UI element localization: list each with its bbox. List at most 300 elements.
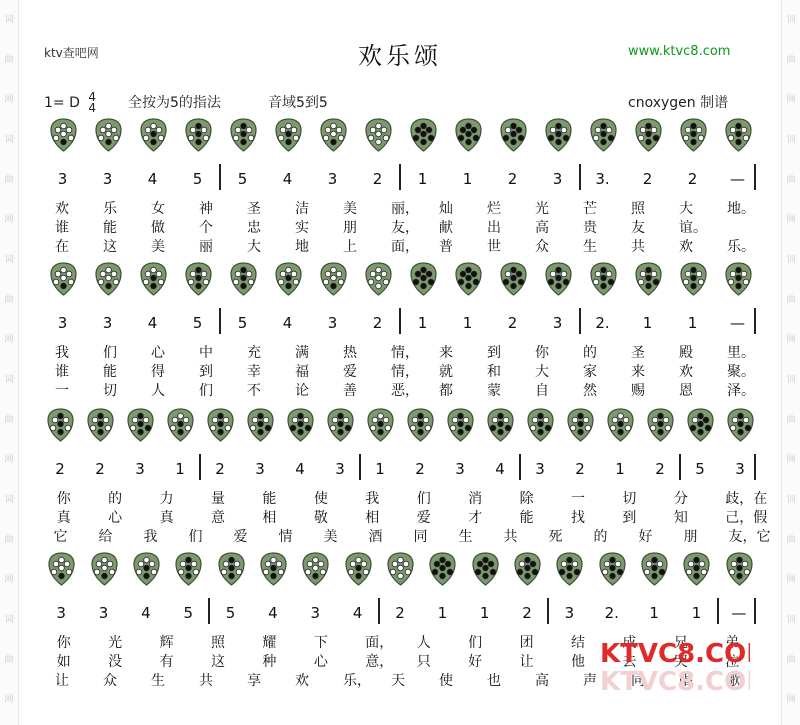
lyric-char: 心	[313, 654, 328, 670]
lyric-char: 个	[199, 220, 213, 236]
lyric-char: 生	[583, 239, 597, 255]
ocarina-fingering-icon	[365, 262, 392, 296]
time-bottom: 4	[88, 101, 96, 115]
ocarina-fingering-icon	[455, 118, 482, 152]
lyric-char: 满	[295, 345, 309, 361]
ocarina-fingering-icon	[185, 262, 212, 296]
range-high: 5	[318, 95, 328, 111]
bar-line	[399, 164, 401, 190]
ocarina-fingering-icon	[127, 408, 154, 442]
lyric-char: 得	[151, 364, 165, 380]
note-number: 3	[552, 314, 563, 332]
ocarina-fingering-icon	[447, 408, 474, 442]
lyric-char: 同	[631, 673, 645, 689]
lyric-char: 情，	[391, 345, 419, 361]
ocarina-fingering-icon	[635, 118, 662, 152]
lyric-char: 的	[583, 345, 597, 361]
lyric-char: 乐，	[343, 673, 371, 689]
ocarina-fingering-icon	[647, 408, 674, 442]
lyric-char: 它	[53, 529, 68, 545]
key-label: 1= D	[44, 95, 80, 111]
lyric-char: 耀	[262, 635, 277, 651]
ocarina-fingering-icon	[635, 262, 662, 296]
lyric-char: 聚。	[727, 364, 755, 380]
arranger: cnoxygen 制谱	[628, 95, 729, 111]
lyric-char: 丽	[199, 239, 213, 255]
lyric-char: 大	[679, 201, 693, 217]
lyric-char: 圣	[247, 201, 261, 217]
lyric-char: 爱	[233, 529, 248, 545]
lyric-char: 爱	[416, 510, 431, 526]
lyric-char: 能	[519, 510, 534, 526]
lyric-char: 众	[103, 673, 117, 689]
note-number: 2	[415, 460, 425, 478]
lyric-char: 洁	[295, 201, 309, 217]
lyric-char: 蒙	[487, 383, 501, 399]
note-number: 2.	[604, 604, 619, 622]
lyric-char: 自	[535, 383, 549, 399]
lyric-char: 也	[487, 673, 501, 689]
note-number: 5	[192, 314, 203, 332]
watermark-text-bottom: KTVC8.CO	[600, 667, 747, 696]
lyric-char: 辉	[159, 635, 174, 651]
lyric-char: 和	[487, 364, 501, 380]
note-number: —	[730, 170, 745, 188]
lyric-char: 共	[631, 239, 645, 255]
ocarina-fingering-icon	[47, 408, 74, 442]
ocarina-fingering-icon	[275, 118, 302, 152]
lyric-char: 幸	[247, 364, 261, 380]
note-number: 2	[655, 460, 665, 478]
lyric-char: 照	[211, 635, 225, 651]
ocarina-fingering-icon	[472, 552, 499, 586]
lyric-char: 人	[416, 635, 431, 651]
lyric-char: 团	[519, 635, 534, 651]
ocarina-fingering-icon	[590, 262, 617, 296]
lyric-char: 欢	[679, 239, 693, 255]
note-number: 5	[237, 170, 248, 188]
end-bar-line	[754, 598, 756, 624]
lyric-char: 敬	[313, 510, 328, 526]
ocarina-fingering-icon	[48, 552, 75, 586]
ocarina-fingering-icon	[641, 552, 668, 586]
range-to: 到	[304, 95, 319, 111]
ocarina-fingering-icon	[320, 118, 347, 152]
ocarina-fingering-icon	[50, 118, 77, 152]
key-signature	[44, 92, 96, 114]
ocarina-fingering-icon	[230, 262, 257, 296]
note-number: 2	[55, 460, 65, 478]
lyric-char: 欢	[295, 673, 309, 689]
lyric-char: 乐	[103, 201, 117, 217]
lyric-char: 结	[571, 635, 585, 651]
lyric-char: 谊。	[679, 220, 707, 236]
lyric-char: 到	[199, 364, 213, 380]
lyric-char: 没	[108, 654, 123, 670]
lyric-char: 中	[199, 345, 213, 361]
ocarina-fingering-icon	[514, 552, 541, 586]
ocarina-fingering-icon	[527, 408, 554, 442]
ocarina-fingering-icon	[387, 552, 414, 586]
note-number: 1	[375, 460, 385, 478]
ocarina-fingering-icon	[175, 552, 202, 586]
note-number: 2	[507, 314, 518, 332]
note-number: 3	[455, 460, 465, 478]
note-number: 4	[295, 460, 305, 478]
ocarina-fingering-icon	[500, 118, 527, 152]
ocarina-fingering-icon	[50, 262, 77, 296]
note-number: 4	[282, 314, 293, 332]
lyric-char: 意	[211, 510, 225, 526]
lyric-char: 朋	[343, 220, 357, 236]
lyric-char: 做	[151, 220, 165, 236]
lyric-char: 共	[503, 529, 518, 545]
fingering-note-value: 5	[170, 95, 179, 111]
lyric-char: 歌	[727, 673, 741, 689]
lyric-char: 里。	[727, 345, 755, 361]
note-number: 1	[417, 314, 428, 332]
lyric-char: 友，	[391, 220, 419, 236]
ocarina-fingering-icon	[185, 118, 212, 152]
lyric-char: 谁	[55, 220, 69, 236]
ocarina-fingering-icon	[207, 408, 234, 442]
lyric-char: 兄	[673, 635, 688, 651]
ocarina-fingering-icon	[500, 262, 527, 296]
lyric-char: 一	[55, 383, 69, 399]
lyric-char: 圣	[631, 345, 645, 361]
lyric-char: 在	[55, 239, 69, 255]
ocarina-fingering-icon	[680, 262, 707, 296]
note-number: 3	[56, 604, 66, 622]
note-number: 3	[310, 604, 321, 622]
lyric-char: 意，	[365, 654, 394, 670]
ocarina-fingering-icon	[429, 552, 456, 586]
lyric-char: 赐	[631, 383, 645, 399]
note-number: 3	[552, 170, 563, 188]
note-number: 2	[372, 314, 383, 332]
lyric-char: 情，	[391, 364, 419, 380]
bar-line	[208, 598, 210, 624]
bar-line	[219, 164, 221, 190]
side-strip-right: 词 曲 网 词 曲 网 词 曲 网 词 曲 网 词 曲 网 词 曲 网	[781, 0, 800, 725]
ocarina-fingering-icon	[607, 408, 634, 442]
note-number: 2	[522, 604, 532, 622]
lyric-char: 地。	[727, 201, 755, 217]
lyric-char: 有	[159, 654, 174, 670]
lyric-char: 让	[55, 673, 69, 689]
note-number: 3	[535, 460, 545, 478]
note-number: 4	[147, 314, 158, 332]
bar-line	[199, 454, 201, 480]
watermark-logo	[600, 626, 750, 696]
lyric-char: 来	[439, 345, 453, 361]
lyric-char: 充	[247, 345, 261, 361]
note-number: 1	[691, 604, 702, 622]
lyric-char: 成	[622, 635, 637, 651]
ocarina-fingering-icon	[410, 118, 437, 152]
ocarina-fingering-icon	[410, 262, 437, 296]
note-number: 2	[575, 460, 585, 478]
lyric-char: 相	[262, 510, 277, 526]
lyric-char: 大	[247, 239, 261, 255]
note-number: 2.	[595, 314, 610, 332]
ocarina-fingering-icon	[302, 552, 329, 586]
lyric-char: 丽，	[391, 201, 419, 217]
lyric-char: 美	[151, 239, 165, 255]
lyric-char: 就	[439, 364, 453, 380]
lyric-char: 唱	[679, 673, 693, 689]
lyric-char: 让	[519, 654, 534, 670]
note-number: 2	[687, 170, 698, 188]
ocarina-fingering-icon	[345, 552, 372, 586]
ocarina-fingering-icon	[140, 262, 167, 296]
lyric-char: 心	[108, 510, 123, 526]
note-number: 1	[642, 314, 653, 332]
lyric-char: 他	[571, 654, 585, 670]
ocarina-fingering-icon	[680, 118, 707, 152]
watermark-logo-svg	[600, 626, 750, 696]
lyric-char: 普	[439, 239, 453, 255]
lyric-char: 才	[468, 510, 483, 526]
ocarina-fingering-icon	[599, 552, 626, 586]
note-number: 4	[141, 604, 151, 622]
fingering-label: 全按为	[128, 95, 170, 111]
ocarina-fingering-icon	[230, 118, 257, 152]
lyric-char: 朋	[683, 529, 698, 545]
lyric-char: 芒	[583, 201, 597, 217]
lyric-char: 如	[56, 654, 71, 670]
note-number: 4	[268, 604, 278, 622]
note-number: 1	[615, 460, 625, 478]
note-number: 5	[183, 604, 193, 622]
lyric-char: 你	[535, 345, 549, 361]
lyric-char: 好	[638, 529, 653, 545]
ocarina-fingering-icon	[95, 262, 122, 296]
note-number: 5	[237, 314, 248, 332]
lyric-char: 我	[143, 529, 158, 545]
lyric-char: 爱	[343, 364, 357, 380]
lyric-char: 人	[151, 383, 165, 399]
ocarina-fingering-icon	[87, 408, 114, 442]
ocarina-fingering-icon	[567, 408, 594, 442]
ocarina-fingering-icon	[727, 408, 754, 442]
ocarina-fingering-icon	[320, 262, 347, 296]
lyric-char: 给	[98, 529, 113, 545]
lyric-char: 情	[278, 529, 293, 545]
fingering-suffix: 的指法	[178, 95, 221, 111]
lyric-char: 你	[56, 635, 71, 651]
lyric-char: 美	[323, 529, 338, 545]
ocarina-fingering-icon	[275, 262, 302, 296]
lyric-char: 恶，	[391, 383, 419, 399]
note-number: —	[731, 604, 747, 622]
lyric-char: 消	[468, 491, 483, 507]
note-number: 3	[564, 604, 575, 622]
lyric-char: 声	[583, 673, 597, 689]
lyric-char: 热	[343, 345, 357, 361]
ocarina-fingering-icon	[590, 118, 617, 152]
ocarina-fingering-icon	[725, 118, 752, 152]
note-number: 3	[98, 604, 109, 622]
lyric-char: 除	[519, 491, 534, 507]
lyric-char: 种	[262, 654, 277, 670]
lyric-char: 谁	[55, 364, 69, 380]
lyric-char: 己，假	[725, 510, 768, 526]
bar-line	[219, 308, 221, 334]
lyric-char: 不	[247, 383, 261, 399]
lyric-char: 歧，在	[725, 491, 768, 507]
lyric-char: 照	[631, 201, 645, 217]
ocarina-fingering-icon	[247, 408, 274, 442]
lyric-char: 世	[487, 239, 501, 255]
lyric-char: 乐。	[727, 239, 755, 255]
lyric-char: 女	[151, 201, 165, 217]
lyric-char: 天	[391, 673, 405, 689]
ocarina-fingering-icon	[365, 118, 392, 152]
note-number: 3	[327, 170, 338, 188]
lyric-char: 来	[631, 364, 645, 380]
lyric-char: 友	[631, 220, 645, 236]
lyric-char: 欢	[55, 201, 69, 217]
ocarina-fingering-icon	[367, 408, 394, 442]
lyric-char: 使	[439, 673, 453, 689]
lyric-char: 生	[458, 529, 473, 545]
lyric-char: 到	[487, 345, 501, 361]
lyric-char: 泽。	[727, 383, 755, 399]
note-number: 3	[57, 170, 68, 188]
lyric-char: 高	[535, 673, 549, 689]
time-signature	[88, 92, 96, 114]
range-low: 5	[296, 95, 305, 111]
lyric-char: 高	[535, 220, 549, 236]
lyric-char: 酒	[368, 529, 383, 545]
note-number: 3	[102, 314, 113, 332]
lyric-char: 我	[365, 491, 380, 507]
lyric-char: 们	[188, 529, 203, 545]
note-number: 5	[225, 604, 236, 622]
lyric-char: 的	[108, 491, 123, 507]
lyric-char: 量	[211, 491, 225, 507]
side-strip-left: 词 曲 网 词 曲 网 词 曲 网 词 曲 网 词 曲 网 词 曲 网	[0, 0, 19, 725]
bar-line	[679, 454, 681, 480]
lyric-char: 殿	[679, 345, 693, 361]
ocarina-fingering-icon	[91, 552, 118, 586]
bar-line	[547, 598, 549, 624]
lyric-char: 面，	[365, 635, 394, 651]
bar-line	[359, 454, 361, 480]
lyric-char: 能	[103, 220, 117, 236]
lyric-char: 切	[622, 491, 637, 507]
lyric-char: 上	[343, 239, 357, 255]
site-url-right: www.ktvc8.com	[628, 44, 731, 59]
note-number: 3	[735, 460, 745, 478]
time-top: 4	[88, 90, 96, 104]
note-number: 5	[695, 460, 705, 478]
song-title: 欢乐颂	[358, 42, 442, 70]
note-number: 2	[507, 170, 518, 188]
fingering-note	[128, 92, 221, 112]
lyric-char: 实	[295, 220, 309, 236]
lyric-char: 们	[199, 383, 213, 399]
lyric-char: 福	[295, 364, 309, 380]
ocarina-fingering-icon	[133, 552, 160, 586]
note-number: 1	[462, 170, 473, 188]
ocarina-fingering-icon	[327, 408, 354, 442]
ocarina-fingering-icon	[140, 118, 167, 152]
lyric-char: 一	[571, 491, 585, 507]
note-number: 1	[649, 604, 659, 622]
lyric-char: 们	[103, 345, 117, 361]
ocarina-fingering-icon	[545, 118, 572, 152]
lyric-char: 能	[103, 364, 117, 380]
bar-line	[399, 308, 401, 334]
lyric-char: 到	[622, 510, 637, 526]
bar-line	[519, 454, 521, 480]
end-bar-line	[754, 454, 756, 480]
note-number: 3	[135, 460, 145, 478]
lyric-char: 的	[593, 529, 608, 545]
ocarina-fingering-icon	[687, 408, 714, 442]
bar-line	[717, 598, 719, 624]
ocarina-fingering-icon	[455, 262, 482, 296]
lyric-char: 这	[211, 654, 225, 670]
note-number: 5	[192, 170, 203, 188]
ocarina-fingering-icon	[683, 552, 710, 586]
note-number: 2	[95, 460, 105, 478]
end-bar-line	[754, 164, 756, 190]
bar-line	[579, 308, 581, 334]
note-number: 1	[417, 170, 428, 188]
lyric-char: 友，它	[728, 529, 771, 545]
note-number: 1	[479, 604, 490, 622]
lyric-char: 地	[295, 239, 309, 255]
note-number: 4	[495, 460, 505, 478]
lyric-char: 相	[365, 510, 380, 526]
note-number: 3	[335, 460, 345, 478]
bar-line	[378, 598, 380, 624]
ocarina-fingering-icon	[726, 552, 753, 586]
lyric-char: 光	[108, 635, 123, 651]
lyric-char: 家	[583, 364, 597, 380]
ocarina-fingering-icon	[407, 408, 434, 442]
lyric-char: 真	[56, 510, 71, 526]
lyric-char: 恩	[679, 383, 693, 399]
ocarina-fingering-icon	[260, 552, 287, 586]
lyric-char: 善	[343, 383, 357, 399]
lyric-char: 献	[439, 220, 453, 236]
note-number: 3	[57, 314, 68, 332]
ocarina-fingering-icon	[556, 552, 583, 586]
lyric-char: 切	[103, 383, 117, 399]
lyric-char: 心	[151, 345, 165, 361]
site-name-left: ktv查吧网	[44, 46, 99, 60]
note-number: 1	[175, 460, 185, 478]
range-note	[268, 92, 328, 112]
lyric-char: 共	[199, 673, 213, 689]
lyric-char: 面，	[391, 239, 419, 255]
ocarina-fingering-icon	[487, 408, 514, 442]
lyric-char: 同	[413, 529, 428, 545]
ocarina-fingering-icon	[218, 552, 245, 586]
lyric-char: 烂	[487, 201, 501, 217]
lyric-char: 弟	[725, 635, 740, 651]
lyric-char: 们	[468, 635, 483, 651]
lyric-char: 分	[673, 491, 688, 507]
lyric-char: 能	[262, 491, 277, 507]
ocarina-fingering-icon	[287, 408, 314, 442]
lyric-char: 论	[295, 383, 309, 399]
lyric-char: 知	[673, 510, 688, 526]
